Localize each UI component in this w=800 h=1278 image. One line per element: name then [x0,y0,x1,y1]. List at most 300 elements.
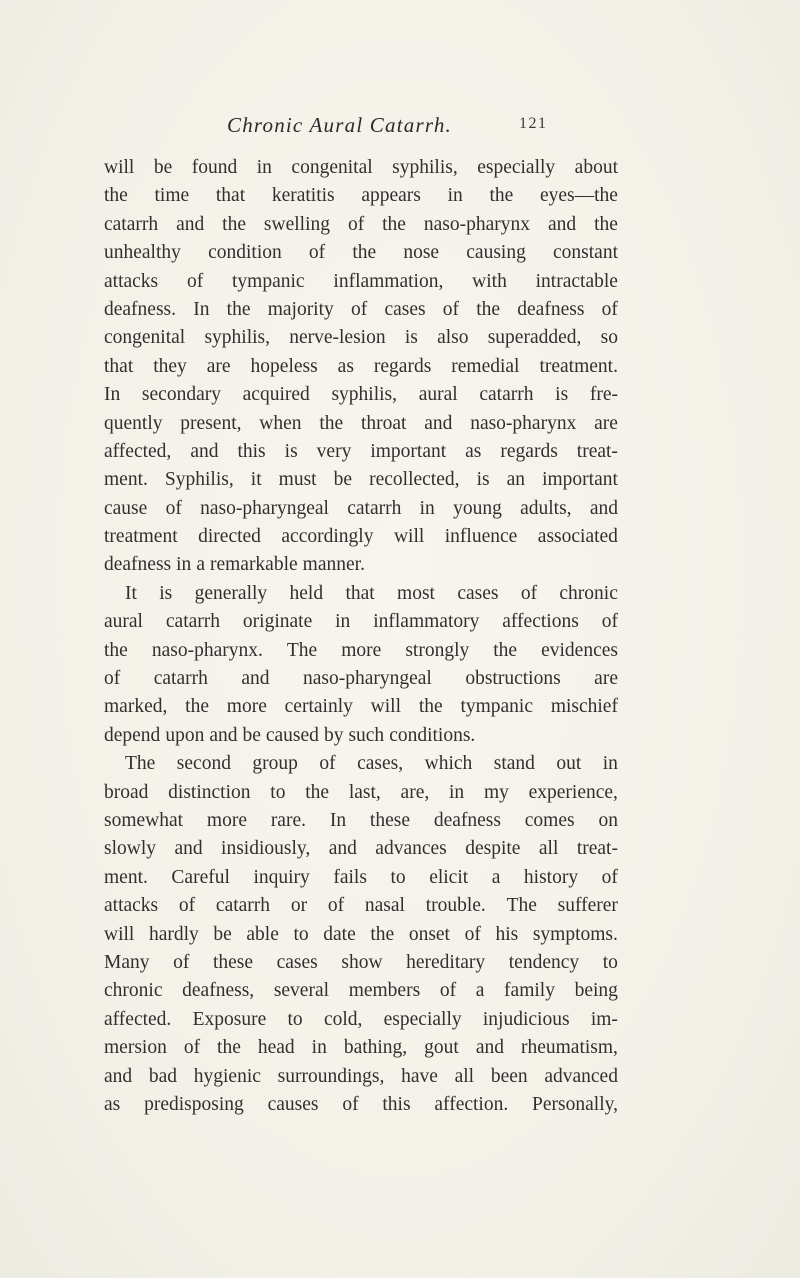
word: the [185,696,209,718]
text-line [104,495,618,523]
word: Personally, [532,1093,618,1115]
word: causes [267,1093,319,1115]
text-line [104,211,618,239]
word: superadded, [487,327,582,349]
word: family [504,980,555,1002]
word: held [289,582,324,604]
word: as [337,355,354,377]
word: this [237,440,266,462]
word: time [154,185,190,207]
word: naso-pharynx [470,412,577,434]
text-line [104,665,618,693]
word: surroundings, [277,1065,385,1087]
word: is [476,469,490,491]
word: advances [375,838,447,860]
word: a [475,980,485,1002]
word: been [490,1065,528,1087]
word: that [345,582,375,604]
word: of [327,895,345,917]
word: to [293,923,309,945]
word: hopeless [250,355,318,377]
word: is [404,327,418,349]
word: Careful [171,866,230,888]
word: obstructions [465,668,561,690]
word: nasal [364,895,405,917]
word: tendency [508,951,580,973]
word: generally [194,582,268,604]
word: this [382,1093,411,1115]
word: deafness. [104,298,177,320]
word: regards [500,440,558,462]
word: to [602,951,618,973]
word: which [424,753,473,775]
text-line [104,608,618,636]
word: must [278,469,317,491]
word: appears [361,185,421,207]
word: cases [457,582,499,604]
word: swelling [263,213,331,235]
word: more [226,696,267,718]
word: affections [502,611,579,633]
word: unhealthy [104,242,181,264]
text-line [104,324,618,352]
word: very [316,440,352,462]
word: of [350,298,368,320]
word: will [370,696,402,718]
text-line [104,239,618,267]
word: and [190,440,219,462]
word: In [193,298,210,320]
word: as [465,440,482,462]
word: catarrh [165,611,221,633]
word: syphilis, [204,327,270,349]
word: hygienic [193,1065,261,1087]
word: the [319,412,344,434]
word: in [176,554,192,576]
word: deafness, [182,980,255,1002]
word: In [104,384,121,406]
word: catarrh [479,384,534,406]
word: stand [493,753,535,775]
word: and [328,838,357,860]
word: distinction [168,781,251,803]
word: adults, [520,497,572,519]
word: in [449,781,465,803]
word: group [252,753,298,775]
word: a [196,554,205,576]
word: tympanic [232,270,305,292]
word: such [348,724,385,746]
word: quently [104,412,163,434]
word: of [342,1093,359,1115]
text-line [104,1034,618,1062]
text-line [104,722,618,750]
word: catarrh [347,497,402,519]
word: syphilis, [331,384,398,406]
word: sufferer [557,895,618,917]
word: naso-pharyngeal [200,497,329,519]
word: fails [333,866,367,888]
word: despite [465,838,521,860]
word: recollected, [369,469,460,491]
word: The [286,639,318,661]
word: predisposing [144,1093,244,1115]
word: of [308,242,326,264]
word: depend [104,724,161,746]
text-line [104,466,618,494]
word: and [424,412,453,434]
word: in [602,753,618,775]
word: inflammation, [333,270,444,292]
word: conditions. [389,724,476,746]
word: naso-pharynx [423,213,531,235]
word: in [447,185,463,207]
word: catarrh [215,895,271,917]
text-line [104,182,618,210]
word: most [397,582,435,604]
word: the [104,639,128,661]
word: by [323,724,344,746]
word: mersion [104,1037,167,1059]
word: bad [148,1065,178,1087]
word: of [186,270,204,292]
word: certainly [284,696,353,718]
word: more [206,809,247,831]
word: associated [537,526,618,548]
word: im- [590,1008,618,1030]
word: being [574,980,618,1002]
word: manner. [302,554,365,576]
word: directed [198,526,261,548]
word: affected. [104,1008,172,1030]
word: out [556,753,582,775]
word: advanced [544,1065,618,1087]
word: affection. [434,1093,509,1115]
word: bathing, [343,1037,408,1059]
word: regards [373,355,432,377]
word: cold, [323,1008,363,1030]
word: cases, [357,753,404,775]
word: as [104,1093,121,1115]
word: deafness [104,554,172,576]
word: Many [104,951,150,973]
word: originate [242,611,313,633]
word: especially [477,157,556,178]
word: important [370,440,447,462]
word: are, [400,781,430,803]
word: so [600,327,618,349]
word: The [125,753,156,775]
text-line [104,864,618,892]
word: accordingly [281,526,374,548]
word: of [319,753,336,775]
word: the [476,298,501,320]
word: will [104,923,135,945]
word: the [370,923,395,945]
text-line [104,637,618,665]
text-line [104,523,618,551]
word: of [165,497,182,519]
word: be [213,923,232,945]
word: will [393,526,425,548]
body-text [104,154,618,1119]
word: gout [424,1037,459,1059]
word: especially [383,1008,462,1030]
word: of [601,611,618,633]
word: history [523,866,579,888]
word: throat [360,412,407,434]
word: nerve-lesion [289,327,386,349]
word: slowly [104,838,157,860]
text-line [104,410,618,438]
word: congenital [291,157,373,178]
word: present, [180,412,242,434]
word: strongly [405,639,470,661]
word: constant [553,242,618,264]
word: they [153,355,187,377]
word: the [493,639,518,661]
text-line [104,892,618,920]
word: be [242,724,261,746]
word: of [601,866,618,888]
word: acquired [242,384,310,406]
word: that [215,185,246,207]
word: all [538,838,559,860]
word: are [206,355,231,377]
word: on [598,809,618,831]
word: show [341,951,383,973]
word: naso-pharyngeal [302,668,432,690]
word: aural [418,384,458,406]
word: all [454,1065,475,1087]
word: have [401,1065,438,1087]
word: hardly [148,923,199,945]
word: elicit [429,866,469,888]
text-line [104,438,618,466]
word: the [305,781,330,803]
word: rheumatism, [520,1037,618,1059]
word: date [323,923,356,945]
word: treat- [576,440,618,462]
word: it [250,469,262,491]
text-line [104,1091,618,1119]
word: aural [104,611,143,633]
word: when [259,412,302,434]
word: condition [208,242,282,264]
word: and [174,838,203,860]
word: of [442,298,460,320]
word: to [287,1008,303,1030]
word: eyes—the [539,185,618,207]
word: are [594,412,618,434]
word: or [290,895,308,917]
word: nose [403,242,440,264]
text-line [104,693,618,721]
word: of [520,582,538,604]
word: found [191,157,238,178]
word: with [472,270,507,292]
word: and [475,1037,504,1059]
word: In [329,809,347,831]
word: caused [265,724,319,746]
word: members [348,980,421,1002]
word: in [256,157,272,178]
word: treat- [576,838,618,860]
word: several [273,980,330,1002]
word: to [390,866,406,888]
word: in [419,497,435,519]
word: cases [276,951,318,973]
word: catarrh [153,668,208,690]
word: remarkable [209,554,298,576]
word: upon [165,724,205,746]
text-line [104,807,618,835]
word: an [506,469,526,491]
word: attacks [104,270,159,292]
text-line [104,353,618,381]
word: my [483,781,509,803]
word: symptoms. [532,923,618,945]
word: in [335,611,351,633]
word: of [173,951,190,973]
word: It [125,582,137,604]
word: experience, [528,781,618,803]
word: that [104,355,134,377]
word: the [418,696,443,718]
word: and [589,497,618,519]
word: keratitis [271,185,335,207]
word: able [246,923,279,945]
word: and [176,213,205,235]
word: insidiously, [221,838,311,860]
word: of [464,923,481,945]
word: and [209,724,238,746]
word: of [347,213,365,235]
word: chronic [104,980,163,1002]
word: the [489,185,514,207]
word: influence [444,526,518,548]
word: somewhat [104,809,184,831]
text-line [104,154,618,182]
word: is [159,582,173,604]
word: deafness [517,298,585,320]
word: cause [104,497,148,519]
text-line [104,835,618,863]
word: young [453,497,502,519]
word: last, [348,781,381,803]
word: his [495,923,519,945]
text-line [104,580,618,608]
word: onset [408,923,450,945]
text-line [104,949,618,977]
word: cases [384,298,426,320]
word: the [217,1037,241,1059]
word: of [178,895,196,917]
word: inquiry [253,866,310,888]
word: tympanic [460,696,534,718]
word: of [439,980,457,1002]
word: important [542,469,618,491]
word: Exposure [192,1008,267,1030]
text-line [104,977,618,1005]
word: fre- [589,384,618,406]
word: The [506,895,537,917]
word: a [491,866,501,888]
word: and [241,668,270,690]
text-line [104,551,618,579]
word: second [176,753,231,775]
word: and [104,1065,133,1087]
word: causing [466,242,526,264]
text-line [104,268,618,296]
word: and [547,213,577,235]
word: rare. [270,809,306,831]
word: the [104,185,128,207]
word: be [333,469,353,491]
word: congenital [104,327,186,349]
word: ment. [104,469,148,491]
word: is [555,384,569,406]
word: ment. [104,866,148,888]
word: of [183,1037,201,1059]
word: of [601,298,618,320]
word: treatment. [539,355,618,377]
word: affected, [104,440,172,462]
word: naso-pharynx. [151,639,263,661]
word: mischief [550,696,618,718]
word: injudicious [482,1008,570,1030]
text-line [104,296,618,324]
word: the [222,213,246,235]
word: majority [267,298,334,320]
word: deafness [433,809,501,831]
running-title: Chronic Aural Catarrh. [227,113,452,137]
text-line [104,921,618,949]
word: more [341,639,382,661]
word: of [104,668,121,690]
word: about [574,157,618,178]
running-head [0,113,800,143]
word: the [594,213,618,235]
word: in [311,1037,327,1059]
word: is [284,440,298,462]
word: also [437,327,469,349]
word: the [382,213,406,235]
text-line [104,779,618,807]
word: intractable [535,270,618,292]
word: the [226,298,251,320]
word: to [270,781,286,803]
word: chronic [559,582,618,604]
word: broad [104,781,149,803]
word: catarrh [104,213,159,235]
word: the [352,242,377,264]
word: syphilis, [392,157,458,178]
text-line [104,1006,618,1034]
word: comes [524,809,575,831]
word: be [153,157,173,178]
text-line [104,750,618,778]
word: attacks [104,895,159,917]
word: remedial [451,355,520,377]
word: Syphilis, [164,469,234,491]
word: evidences [541,639,618,661]
word: trouble. [425,895,486,917]
word: marked, [104,696,168,718]
word: will [104,157,135,178]
word: these [369,809,410,831]
word: inflammatory [373,611,480,633]
